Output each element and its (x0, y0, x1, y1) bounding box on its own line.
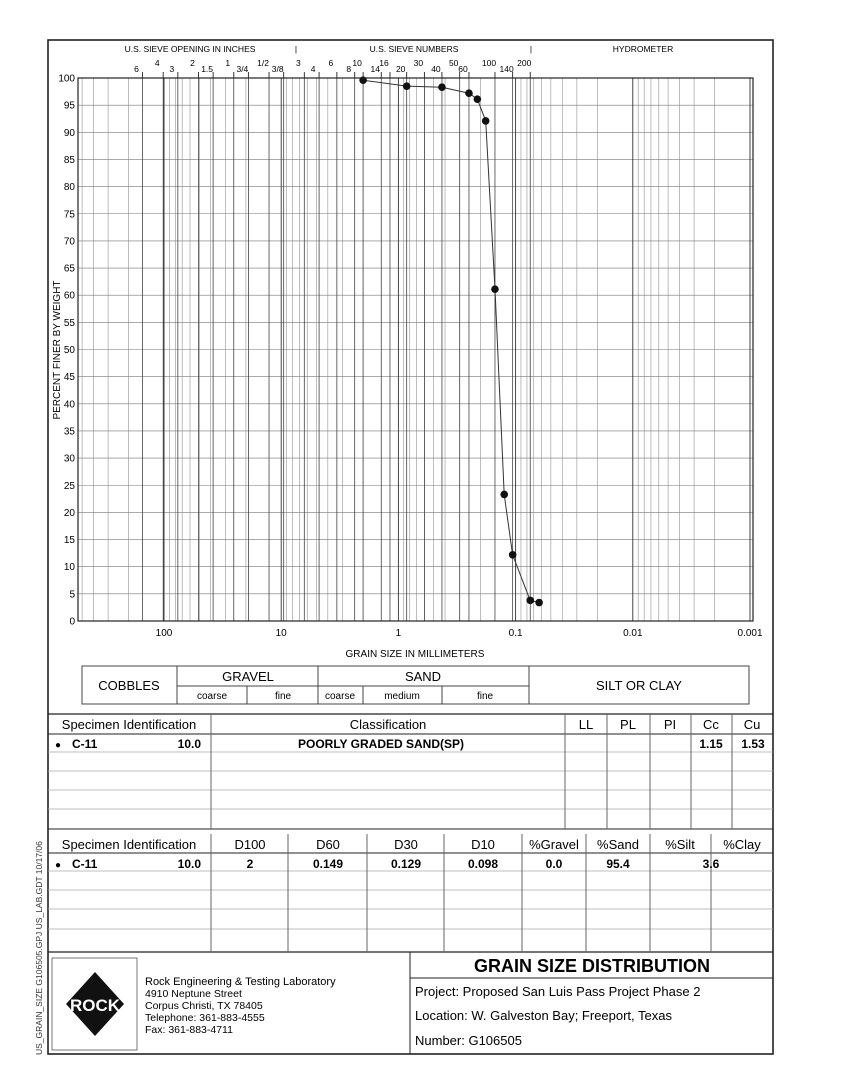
t1-depth: 10.0 (177, 737, 201, 751)
sieve-inches-label: U.S. SIEVE OPENING IN INCHES (124, 44, 256, 54)
x-tick-label: 1 (395, 628, 402, 639)
project-number: Number: G106505 (415, 1033, 522, 1048)
t2-header-specimen: Specimen Identification (61, 837, 197, 852)
data-point (526, 597, 534, 605)
rock-logo (66, 972, 124, 1036)
y-tick-label: 100 (58, 73, 75, 85)
sieve-label: 2 (190, 58, 195, 68)
header-separator-2: | (529, 44, 533, 54)
t1-cu: 1.53 (741, 737, 765, 751)
company-street: 4910 Neptune Street (145, 988, 242, 1000)
sieve-label: 3 (169, 64, 175, 74)
t2-gravel: 0.0 (545, 857, 563, 871)
t2-silt-clay: 3.6 (702, 857, 720, 871)
x-tick-label: 0.01 (623, 628, 643, 639)
y-tick-label: 50 (63, 345, 75, 356)
sieve-label: 3 (295, 58, 301, 68)
t1-header-pi: PI (663, 717, 677, 732)
sand-medium-label: medium (384, 691, 420, 702)
sieve-label: 10 (352, 58, 362, 68)
t2-header-d60: D60 (316, 837, 340, 852)
gravel-coarse-label: coarse (196, 691, 228, 702)
t2-header-d10: D10 (471, 837, 495, 852)
t1-header-specimen: Specimen Identification (61, 717, 197, 732)
t2-marker-icon: ● (55, 860, 62, 871)
sieve-ticks (134, 58, 531, 78)
data-point (482, 117, 490, 125)
t2-d30: 0.129 (390, 857, 422, 871)
silt-clay-label: SILT OR CLAY (596, 678, 682, 693)
sand-coarse-label: coarse (324, 691, 356, 702)
sand-label: SAND (404, 669, 442, 684)
data-point (474, 95, 482, 103)
y-tick-label: 90 (63, 127, 75, 139)
company-city: Corpus Christi, TX 78405 (145, 1000, 263, 1012)
sieve-label: 1.5 (201, 64, 214, 74)
t2-d60: 0.149 (312, 857, 344, 871)
chart-grid (78, 78, 753, 621)
y-tick-label: 45 (63, 372, 75, 384)
x-tick-label: 0.1 (508, 628, 523, 639)
company-name: Rock Engineering & Testing Laboratory (145, 976, 336, 988)
data-point (403, 82, 411, 90)
sieve-label: 40 (431, 64, 441, 74)
y-axis-label: PERCENT FINER BY WEIGHT (52, 280, 63, 420)
sieve-label: 3/8 (271, 64, 284, 74)
classification-table (48, 714, 773, 829)
y-tick-label: 70 (63, 236, 75, 248)
y-tick-label: 35 (63, 426, 75, 438)
sieve-label: 140 (499, 64, 514, 74)
t2-sand: 95.4 (606, 857, 630, 871)
y-tick-label: 10 (63, 562, 75, 574)
sieve-label: 20 (395, 64, 406, 74)
cobbles-label: COBBLES (98, 678, 160, 693)
y-tick-label: 5 (69, 589, 75, 601)
gradation-table (48, 834, 773, 952)
data-point (438, 83, 446, 91)
t1-marker-icon: ● (55, 740, 62, 751)
sieve-label: 6 (134, 64, 139, 74)
sieve-label: 4 (310, 64, 316, 74)
y-tick-label: 95 (63, 100, 75, 112)
x-axis-label: GRAIN SIZE IN MILLIMETERS (345, 649, 485, 660)
y-tick-label: 15 (63, 535, 75, 547)
t1-header-pl: PL (620, 717, 636, 732)
sieve-label: 60 (458, 64, 468, 74)
sieve-label: 6 (328, 58, 334, 68)
sieve-numbers-label: U.S. SIEVE NUMBERS (369, 44, 459, 54)
t2-depth: 10.0 (177, 857, 201, 871)
grain-size-chart (52, 58, 763, 660)
data-point (535, 599, 543, 607)
data-point (465, 89, 473, 97)
sieve-label: 14 (370, 64, 381, 74)
project-name: Project: Proposed San Luis Pass Project Phase 2 (415, 984, 701, 999)
company-fax: Fax: 361-883-4711 (145, 1024, 233, 1036)
t2-header-clay: %Clay (723, 837, 761, 852)
x-tick-label: 0.001 (737, 628, 763, 639)
sieve-label: 3/4 (236, 64, 249, 74)
soil-classification-bar (82, 666, 749, 704)
sand-fine-label: fine (476, 691, 494, 702)
gravel-label: GRAVEL (222, 669, 274, 684)
y-tick-label: 25 (63, 480, 75, 492)
sieve-label: 50 (448, 58, 459, 68)
t1-header-cc: Cc (703, 717, 719, 732)
sieve-label: 30 (413, 58, 424, 68)
t2-header-d100: D100 (234, 837, 266, 852)
project-location: Location: W. Galveston Bay; Freeport, Texas (415, 1008, 672, 1023)
sieve-label: 1/2 (257, 58, 269, 68)
t2-d10: 0.098 (467, 857, 499, 871)
x-tick-label: 10 (275, 628, 287, 639)
y-tick-label: 55 (63, 317, 75, 329)
x-axis-ticks (156, 628, 763, 639)
t1-header-cu: Cu (743, 717, 761, 732)
y-tick-label: 75 (63, 209, 75, 221)
y-tick-label: 30 (63, 453, 75, 465)
data-point (491, 285, 499, 293)
t1-classification: POORLY GRADED SAND(SP) (297, 737, 465, 751)
t1-header-classification: Classification (349, 717, 427, 732)
y-tick-label: 85 (63, 154, 75, 166)
data-point (509, 551, 517, 559)
t2-header-sand: %Sand (597, 837, 639, 852)
y-tick-label: 80 (63, 182, 75, 194)
y-tick-label: 60 (63, 290, 75, 302)
gravel-fine-label: fine (274, 691, 292, 702)
data-point (500, 491, 508, 499)
y-tick-label: 65 (63, 263, 75, 275)
t1-specimen: C-11 (72, 737, 98, 751)
logo-text: ROCK (69, 996, 121, 1015)
sieve-label: 200 (517, 58, 532, 68)
y-tick-label: 0 (69, 616, 75, 628)
report-frame (48, 40, 773, 1054)
t2-header-silt: %Silt (665, 837, 695, 852)
t1-cc: 1.15 (699, 737, 723, 751)
t2-d100: 2 (246, 857, 254, 871)
side-file-label: US_GRAIN_SIZE G106505.GPJ US_LAB.GDT 10/17/06 (34, 841, 44, 1055)
sieve-label: 8 (346, 64, 352, 74)
header-separator-1: | (294, 44, 298, 54)
y-tick-label: 20 (63, 507, 75, 519)
sieve-label: 1 (225, 58, 231, 68)
report-title: GRAIN SIZE DISTRIBUTION (473, 956, 711, 976)
t2-header-d30: D30 (394, 837, 418, 852)
t1-header-ll: LL (578, 717, 594, 732)
t2-header-gravel: %Gravel (529, 837, 579, 852)
y-tick-label: 40 (63, 399, 75, 411)
x-tick-label: 100 (155, 628, 173, 639)
report-footer (52, 952, 773, 1054)
hydrometer-label: HYDROMETER (612, 44, 674, 54)
sieve-label: 16 (379, 58, 389, 68)
sieve-label: 100 (481, 58, 497, 68)
company-telephone: Telephone: 361-883-4555 (145, 1012, 265, 1024)
sieve-label: 4 (154, 58, 160, 68)
t2-specimen: C-11 (72, 857, 98, 871)
